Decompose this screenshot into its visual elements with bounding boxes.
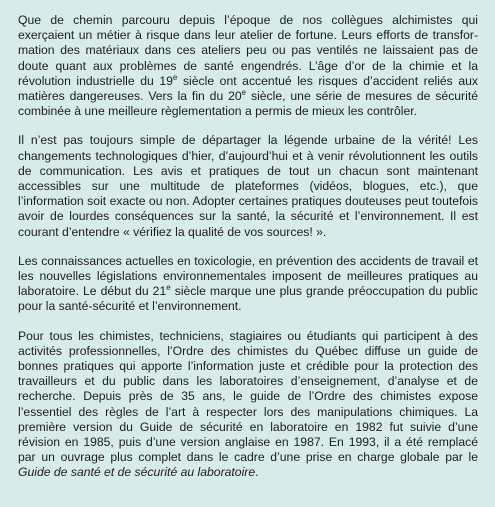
guide-title: Guide de santé et de sécurité au laboratoire — [18, 465, 256, 480]
superscript: e — [166, 283, 171, 293]
text-run: Que de chemin parcouru depuis l’époque de nos collègues alchimistes qui exerçaient un métier à risque dans leur atelier de fortune. Leurs efforts de transformation des matériaux dans ces ateliers peu ou pas ventilés ne laissaient pas de doute quant aux problèmes de santé engendrés. L’âge d’or de la chimie et la révolution industrielle du 19 — [18, 13, 478, 88]
paragraph-urban-legend — [18, 133, 478, 239]
text-run: Il n’est pas toujours simple de départager la légende urbaine de la vérité! Les changements technologiques d’hier, d’aujourd’hui et à venir révolutionnent les outils de communication. Les avis et pratiques de tout un chacun sont maintenant accessibles sur une multitude de plateformes (vidéos, blogues, etc.), que l’information soit exacte ou non. Adopter certaines pratiques douteuses peut toutefois avoir de lourdes conséquences sur la santé, la sécurité et l’environnement. Il est courant d’entendre « vérifiez la qualité de vos sources! ». — [18, 133, 478, 239]
text-run: . — [255, 465, 259, 480]
text-run: Pour tous les chimistes, techniciens, stagiaires ou étudiants qui participent à des activités professionnelles, l’Ordre des chimistes du Québec diffuse un guide de bonnes pratiques qui apporte l’information juste et crédible pour la protection des travailleurs et du public dans les laboratoires d’enseignement, d’analyse et de recherche. Depuis près de 35 ans, le guide de l’Ordre des chimistes expose l’essentiel des règles de l’art à respecter lors des manipulations chimiques. La première version du Guide de sécurité en laboratoire en 1982 fut suivie d’une révision en 1985, puis d’une version anglaise en 1987. En 1993, il a été remplacé par un ouvrage plus complet dans le cadre d’une prise en charge globale par le — [18, 328, 478, 465]
superscript: e — [241, 87, 247, 97]
text-run: siècle ont accentué les risques d’accident reliés aux matières dangereuses. Vers la fin du 20 — [18, 73, 478, 104]
superscript: e — [172, 72, 178, 82]
text-run: siècle marque une plus grande préoccupation du public pour la santé-sécurité et l’environnement. — [18, 284, 478, 314]
text-run: Les connaissances actuelles en toxicologie, en prévention des accidents de travail et les nouvelles législations environnementales imposent de meilleures pratiques au laboratoire. Le début du 21 — [18, 253, 478, 299]
paragraph-alchemists — [18, 13, 478, 119]
paragraph-guide-history — [18, 329, 478, 481]
text-run: siècle, une série de mesures de sécurité combinée à une meilleure règlementation a permis de mieux les contrôler. — [18, 89, 478, 119]
paragraph-toxicology — [18, 254, 478, 315]
